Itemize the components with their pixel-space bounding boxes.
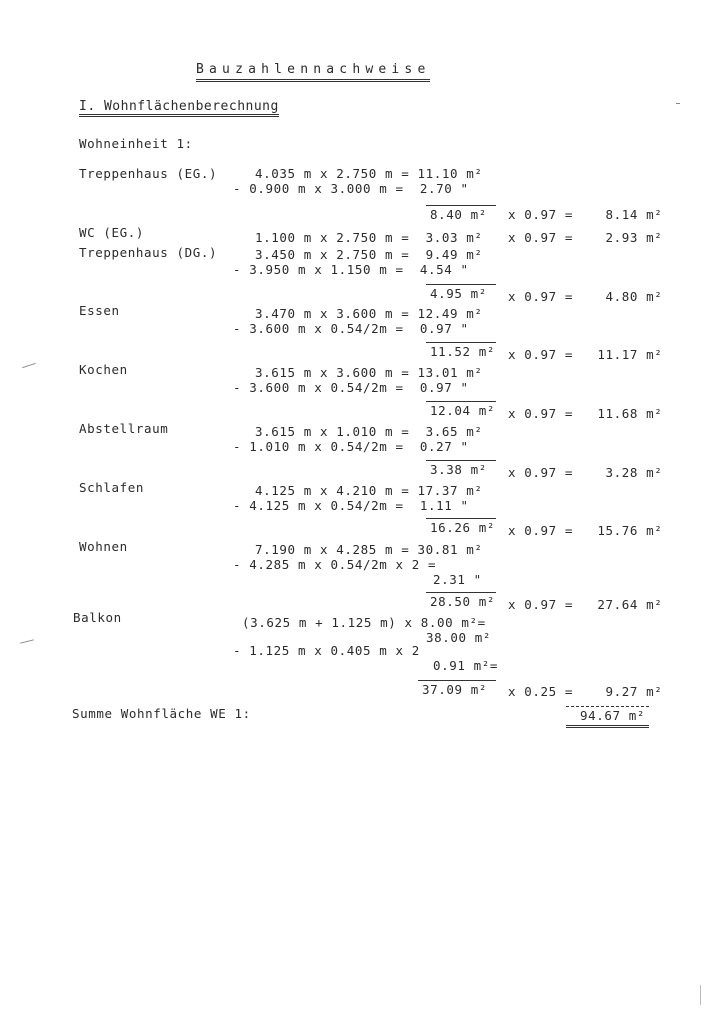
result: x 0.97 = 11.68 m² (508, 406, 663, 421)
calc-line: 4.035 m x 2.750 m = 11.10 m² (255, 166, 483, 181)
section-heading: I. Wohnflächenberechnung (79, 99, 279, 117)
calc-line: - 1.010 m x 0.54/2m = 0.27 " (233, 439, 469, 454)
label-abstellraum: Abstellraum (79, 421, 169, 436)
calc-line: - 1.125 m x 0.405 m x 2 (233, 643, 420, 658)
label-wc: WC (EG.) (79, 225, 145, 240)
subtotal: 11.52 m² (430, 344, 496, 359)
subtotal-rule (426, 205, 496, 206)
subtotal: 28.50 m² (430, 594, 496, 609)
calc-line: 1.100 m x 2.750 m = 3.03 m² (255, 230, 483, 245)
calc-line: (3.625 m + 1.125 m) x 8.00 m²= (242, 615, 486, 630)
calc-line: - 3.950 m x 1.150 m = 4.54 " (233, 262, 469, 277)
label-wohnen: Wohnen (79, 539, 128, 554)
subtotal-rule (426, 401, 496, 402)
calc-line: 4.125 m x 4.210 m = 17.37 m² (255, 483, 483, 498)
subtotal: 8.40 m² (430, 207, 487, 222)
calc-line: 38.00 m² (426, 630, 492, 645)
label-treppenhaus-eg: Treppenhaus (EG.) (79, 166, 218, 181)
subtotal: 4.95 m² (430, 286, 487, 301)
result: x 0.97 = 11.17 m² (508, 347, 663, 362)
calc-line: 3.470 m x 3.600 m = 12.49 m² (255, 306, 483, 321)
scan-speck (22, 363, 36, 368)
label-essen: Essen (79, 303, 120, 318)
calc-line: 3.615 m x 3.600 m = 13.01 m² (255, 365, 483, 380)
label-kochen: Kochen (79, 362, 128, 377)
calc-line: - 4.125 m x 0.54/2m = 1.11 " (233, 498, 469, 513)
grand-total: 94.67 m² (566, 706, 649, 728)
result: x 0.97 = 2.93 m² (508, 230, 663, 245)
subtotal-rule (418, 680, 496, 681)
calc-line: - 4.285 m x 0.54/2m x 2 = (233, 557, 437, 572)
scan-speck (676, 103, 680, 104)
result: x 0.97 = 15.76 m² (508, 523, 663, 538)
subtotal-rule (426, 592, 496, 593)
subtotal-rule (426, 460, 496, 461)
calc-line: - 0.900 m x 3.000 m = 2.70 " (233, 181, 469, 196)
subtotal: 16.26 m² (430, 520, 496, 535)
calc-line: - 3.600 m x 0.54/2m = 0.97 " (233, 380, 469, 395)
calc-line: 7.190 m x 4.285 m = 30.81 m² (255, 542, 483, 557)
label-treppenhaus-dg: Treppenhaus (DG.) (79, 245, 218, 260)
calc-line: 2.31 " (433, 572, 482, 587)
unit-heading: Wohneinheit 1: (79, 136, 193, 151)
calc-line: 3.615 m x 1.010 m = 3.65 m² (255, 424, 483, 439)
scan-speck (20, 639, 34, 643)
subtotal-rule (426, 284, 496, 285)
calc-line: 0.91 m²= (433, 658, 499, 673)
calc-line: 3.450 m x 2.750 m = 9.49 m² (255, 247, 483, 262)
result: x 0.25 = 9.27 m² (508, 684, 663, 699)
subtotal-rule (426, 342, 496, 343)
label-schlafen: Schlafen (79, 480, 145, 495)
calc-line: - 3.600 m x 0.54/2m = 0.97 " (233, 321, 469, 336)
document-title: Bauzahlennachweise (196, 62, 430, 82)
result: x 0.97 = 4.80 m² (508, 289, 663, 304)
subtotal: 37.09 m² (422, 682, 488, 697)
subtotal-rule (426, 518, 496, 519)
subtotal: 12.04 m² (430, 403, 496, 418)
result: x 0.97 = 8.14 m² (508, 207, 663, 222)
result: x 0.97 = 27.64 m² (508, 597, 663, 612)
label-balkon: Balkon (73, 610, 122, 625)
scan-speck (700, 985, 701, 1005)
result: x 0.97 = 3.28 m² (508, 465, 663, 480)
subtotal: 3.38 m² (430, 462, 487, 477)
label-summe: Summe Wohnfläche WE 1: (72, 706, 251, 721)
